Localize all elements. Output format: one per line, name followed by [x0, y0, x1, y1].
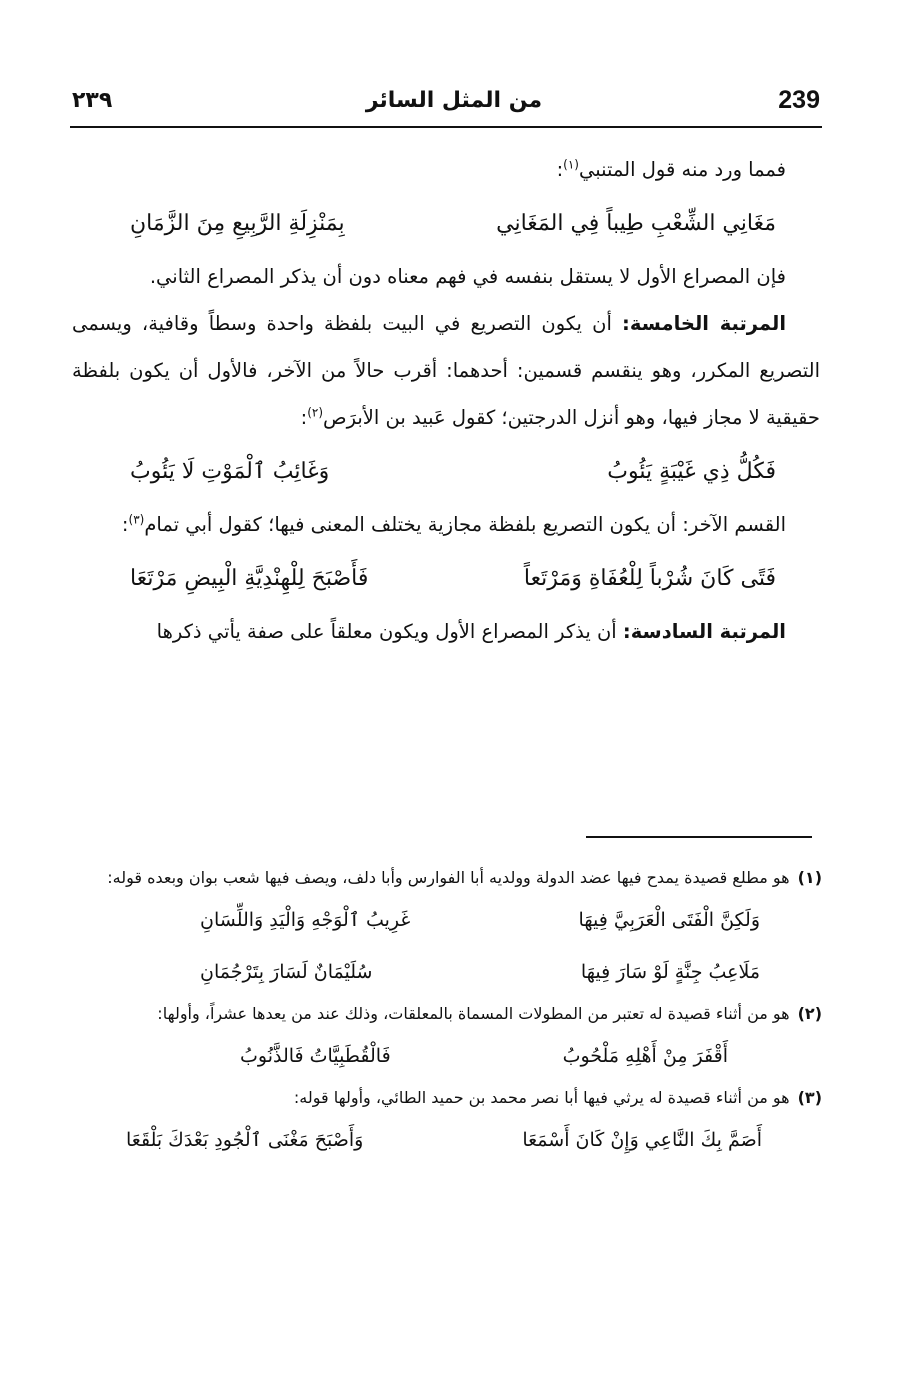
paragraph-rank-5: [72, 300, 820, 441]
paragraph-rank-6: [72, 608, 820, 655]
header-divider: [70, 126, 822, 128]
footnote-3: [70, 1082, 822, 1114]
footnote-1-verse-2: [70, 946, 822, 998]
footnote-2: [70, 998, 822, 1030]
verse-2-first-hemistich: فَكُلُّ ذِي غَيْبَةٍ يَئُوبُ: [607, 458, 776, 484]
footnotes: [70, 862, 822, 1166]
footnote-1-verse-1-second: غَرِيبُ ٱلْوَجْهِ وَالْيَدِ وَاللِّسَانِ: [200, 909, 411, 931]
verse-3-first-hemistich: فَتًى كَانَ شُرْباً لِلْعُفَاةِ وَمَرْتَعاً: [523, 565, 776, 591]
page-number-arabic: ٢٣٩: [72, 88, 113, 113]
verse-1-second-hemistich: بِمَنْزِلَةِ الرَّبِيعِ مِنَ الزَّمَانِ: [130, 210, 345, 236]
footnote-1-verse-2-second: سُلَيْمَانٌ لَسَارَ بِتَرْجُمَانِ: [200, 961, 373, 983]
footnote-1-verse-1-first: وَلَكِنَّ الْفَتَى الْعَرَبِيَّ فِيهَا: [578, 909, 760, 931]
footnote-3-verse-1-second: وَأَصْبَحَ مَغْنَى ٱلْجُودِ بَعْدَكَ بَلْقَعَا: [126, 1129, 364, 1151]
footnote-3-text: هو من أثناء قصيدة له يرثي فيها أبا نصر محمد بن حميد الطائي، وأولها قوله:: [293, 1088, 790, 1107]
verse-3: [72, 548, 820, 608]
footnote-3-label: (٣): [797, 1088, 822, 1107]
verse-1-first-hemistich: مَغَانِي الشِّعْبِ طِيباً فِي المَغَانِي: [496, 210, 776, 236]
intro-line: [72, 146, 820, 193]
footnote-1-label: (١): [797, 868, 822, 887]
footnote-3-verse-1: [70, 1114, 822, 1166]
footnote-1-text: هو مطلع قصيدة يمدح فيها عضد الدولة وولديه أبا الفوارس وأبا دلف، ويصف فيها شعب بوان وبعده قوله:: [107, 868, 790, 887]
rank-6-text: أن يذكر المصراع الأول ويكون معلقاً على صفة يأتي ذكرها: [156, 620, 623, 643]
footnote-1: [70, 862, 822, 894]
rank-6-heading: المرتبة السادسة:: [622, 620, 786, 643]
intro-text: فمما ورد منه قول المتنبي: [578, 158, 786, 181]
paragraph-other-section: [72, 501, 820, 548]
footnote-divider: [586, 836, 812, 838]
rank-5-heading: المرتبة الخامسة:: [622, 312, 787, 335]
other-section-text: القسم الآخر: أن يكون التصريع بلفظة مجازية يختلف المعنى فيها؛ كقول أبي تمام: [144, 513, 786, 536]
page-number-latin: 239: [778, 86, 820, 114]
verse-2: [72, 441, 820, 501]
intro-colon: :: [556, 158, 564, 181]
footnote-1-verse-1: [70, 894, 822, 946]
footnote-2-label: (٢): [797, 1004, 822, 1023]
rank-5-colon: :: [300, 406, 308, 429]
footnote-2-text: هو من أثناء قصيدة له تعتبر من المطولات المسماة بالمعلقات، وذلك عند من يعدها عشراً، وأولها:: [157, 1004, 790, 1023]
footnote-2-verse-1-first: أَقْفَرَ مِنْ أَهْلِهِ مَلْحُوبُ: [562, 1045, 728, 1067]
main-text: [72, 146, 820, 655]
footnote-2-verse-1: [70, 1030, 822, 1082]
paragraph-1: فإن المصراع الأول لا يستقل بنفسه في فهم معناه دون أن يذكر المصراع الثاني.: [149, 265, 786, 288]
other-section-colon: :: [121, 513, 129, 536]
verse-3-second-hemistich: فَأَصْبَحَ لِلْهِنْدِيَّةِ الْبِيضِ مَرْتَعَا: [130, 565, 369, 591]
footnote-ref-3[interactable]: (٣): [128, 512, 145, 527]
rank-5-text: أن يكون التصريع في البيت بلفظة واحدة وسطاً وقافية، ويسمى التصريع المكرر، وهو ينقسم قسمين: أحدهما: أقرب حالاً من الآخر، فالأول أن يكون بلفظة حقيقية لا مجاز فيها، وهو أنزل الدرجتين؛ كقول عَبيد بن الأبرَص: [72, 312, 820, 429]
footnote-ref-1[interactable]: (١): [563, 157, 579, 172]
footnote-ref-2[interactable]: (٢): [307, 405, 324, 420]
running-title: من المثل السائر: [365, 88, 543, 113]
footnote-2-verse-1-second: فَالْقُطَبِيَّاتُ فَالذَّنُوبُ: [240, 1045, 391, 1067]
verse-1: [72, 193, 820, 253]
footnote-3-verse-1-first: أَصَمَّ بِكَ النَّاعِي وَإِنْ كَانَ أَسْمَعَا: [522, 1129, 762, 1151]
footnote-1-verse-2-first: مَلَاعِبُ جِنَّةٍ لَوْ سَارَ فِيهَا: [580, 961, 760, 983]
verse-2-second-hemistich: وَغَائِبُ ٱلْمَوْتِ لَا يَئُوبُ: [130, 458, 330, 484]
